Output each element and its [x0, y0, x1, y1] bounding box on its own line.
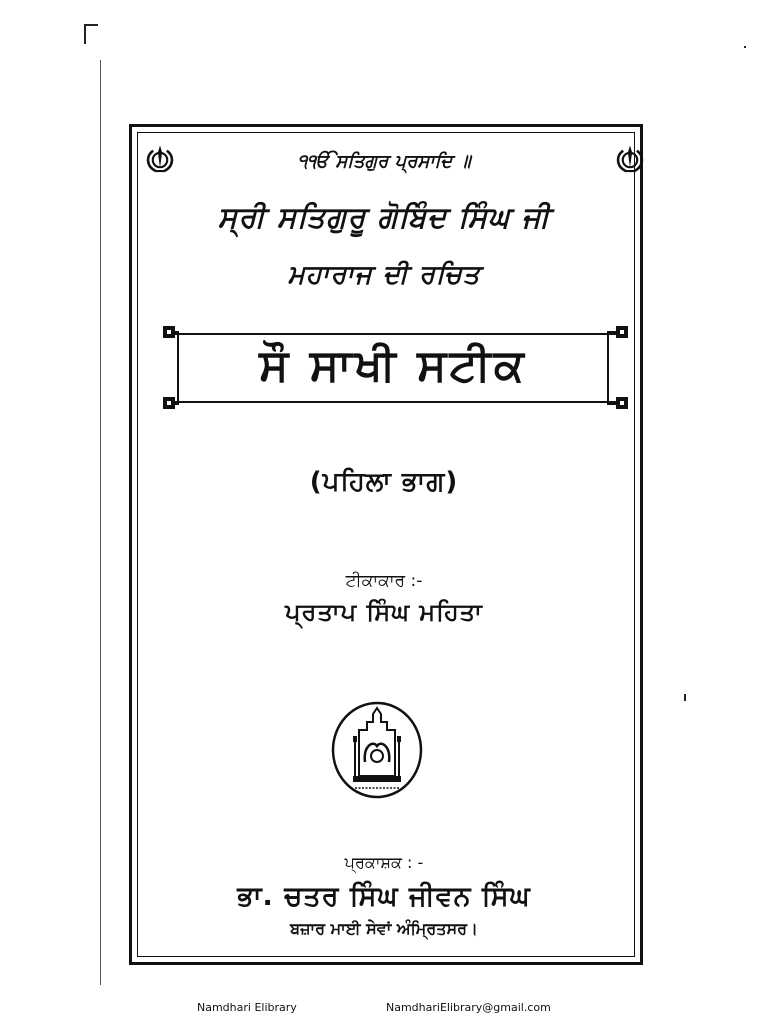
banner-knob	[163, 397, 175, 409]
page-border-inner	[137, 132, 635, 957]
volume-label: (ਪਹਿਲਾ ਭਾਗ)	[309, 467, 459, 497]
composition-line: ਮਹਾਰਾਜ ਦੀ ਰਚਿਤ	[287, 260, 481, 290]
scan-dot	[684, 694, 686, 701]
banner-knob	[163, 326, 175, 338]
banner-knob	[616, 397, 628, 409]
page-border	[129, 124, 643, 965]
banner-knob	[616, 326, 628, 338]
scan-left-line	[100, 60, 101, 985]
book-title: ਸੌ ਸਾਖੀ ਸਟੀਕ	[259, 340, 527, 391]
invocation: ੧ੴ ਸਤਿਗੁਰ ਪ੍ਰਸਾਦਿ ॥	[297, 151, 471, 172]
publisher-name: ਭਾ. ਚਤਰ ਸਿੰਘ ਜੀਵਨ ਸਿੰਘ	[237, 881, 531, 912]
title-banner	[177, 333, 609, 403]
publisher-address: ਬਜ਼ਾਰ ਮਾਈ ਸੇਵਾਂ ਅੰਮ੍ਰਿਤਸਰ।	[290, 919, 478, 938]
scan-edge-mark	[84, 24, 86, 44]
publisher-seal-icon	[329, 700, 425, 800]
footer-library-name: Namdhari Elibrary	[197, 1001, 297, 1014]
author-line: ਸ੍ਰੀ ਸਤਿਗੁਰੂ ਗੋਬਿੰਦ ਸਿੰਘ ਜੀ	[217, 200, 551, 234]
scan-edge-mark	[84, 24, 98, 26]
commentator-label: ਟੀਕਾਕਾਰ :-	[345, 571, 423, 591]
scan-dot	[744, 46, 746, 48]
footer-email: NamdhariElibrary@gmail.com	[386, 1001, 551, 1014]
commentator-name: ਪ੍ਰਤਾਪ ਸਿੰਘ ਮਹਿਤਾ	[285, 598, 483, 626]
publisher-label: ਪ੍ਰਕਾਸ਼ਕ : -	[344, 853, 424, 872]
